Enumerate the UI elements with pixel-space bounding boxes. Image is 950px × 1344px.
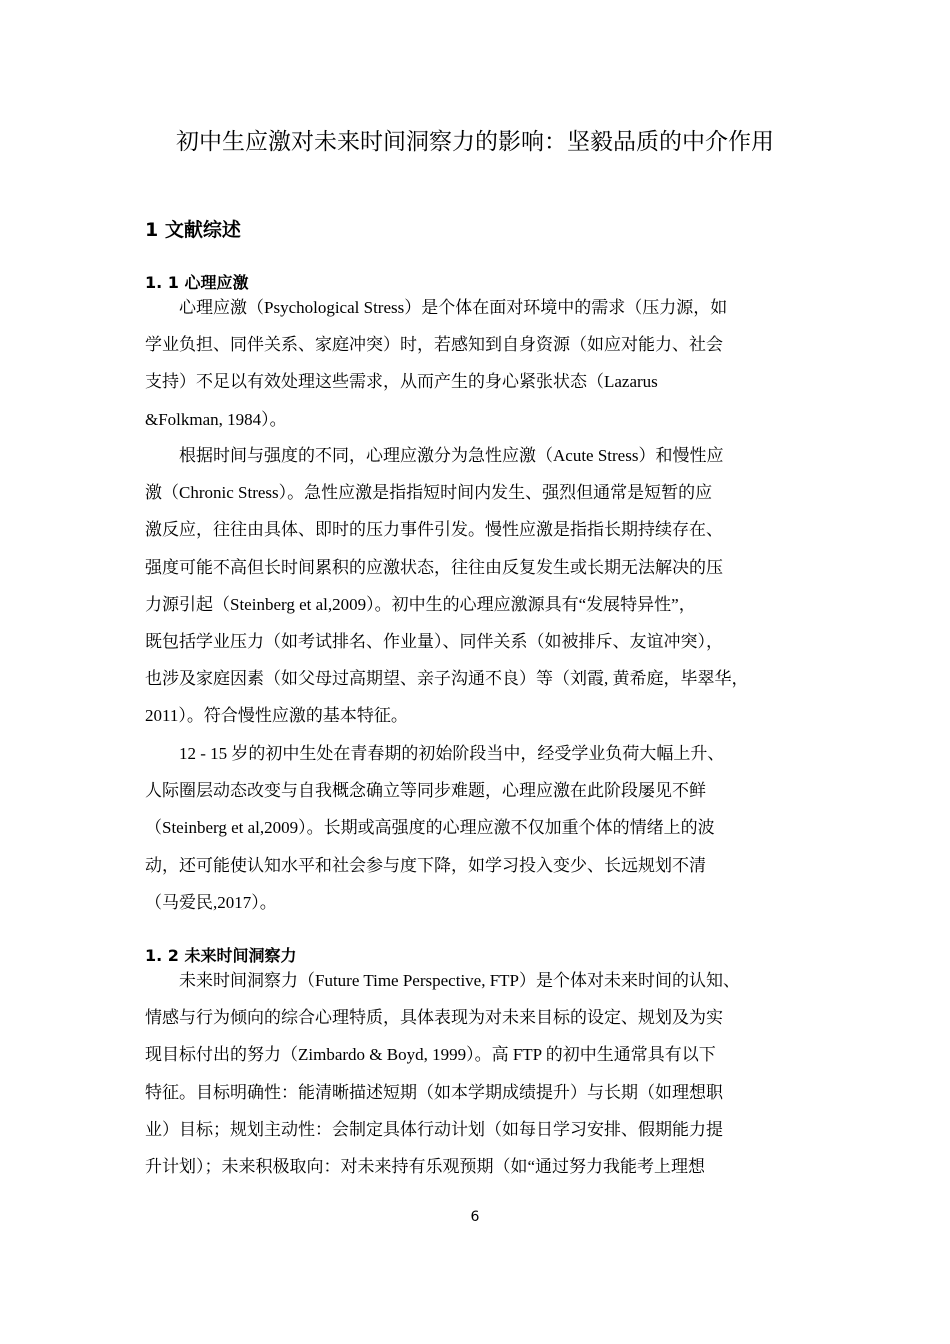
text-line: 力源引起（Steinberg et al,2009）。初中生的心理应激源具有“发展特异性”， — [145, 594, 696, 614]
page-number: 6 — [470, 1209, 480, 1225]
text-line: 也涉及家庭因素（如父母过高期望、亲子沟通不良）等（刘霞, 黄希庭，毕翠华， — [145, 669, 749, 689]
paragraph-stress-types — [145, 437, 825, 735]
text-line: 特征。目标明确性：能清晰描述短期（如本学期成绩提升）与长期（如理想职 — [145, 1082, 723, 1102]
text-line: 业）目标；规划主动性：会制定具体行动计划（如每日学习安排、假期能力提 — [145, 1119, 723, 1139]
text-line: 2011）。符合慢性应激的基本特征。 — [145, 706, 408, 726]
text-line: 未来时间洞察力（Future Time Perspective, FTP）是个体对未来时间的认知、 — [179, 971, 741, 990]
text-line: 激反应，往往由具体、即时的压力事件引发。慢性应激是指指长期持续存在、 — [145, 520, 723, 540]
page-title: 初中生应激对未来时间洞察力的影响：坚毅品质的中介作用 — [176, 129, 774, 155]
paragraph-stress-definition — [145, 289, 825, 438]
text-line: 心理应激（Psychological Stress）是个体在面对环境中的需求（压力源，如 — [179, 298, 728, 317]
text-line: （Steinberg et al,2009）。长期或高强度的心理应激不仅加重个体的情绪上的波 — [145, 818, 715, 838]
paragraph-adolescent-stress — [145, 735, 825, 921]
section-heading-literature-review: 1 文献综述 — [145, 219, 241, 241]
paragraph-ftp-definition — [145, 962, 825, 1185]
text-line: 动，还可能使认知水平和社会参与度下降，如学习投入变少、长远规划不清 — [145, 855, 706, 875]
text-line: 学业负担、同伴关系、家庭冲突）时，若感知到自身资源（如应对能力、社会 — [145, 335, 723, 355]
text-line: 既包括学业压力（如考试排名、作业量）、同伴关系（如被排斥、友谊冲突）， — [145, 631, 723, 651]
text-line: 情感与行为倾向的综合心理特质，具体表现为对未来目标的设定、规划及为实 — [145, 1008, 723, 1028]
text-line: 升计划）；未来积极取向：对未来持有乐观预期（如“通过努力我能考上理想 — [145, 1156, 706, 1176]
text-line: 激（Chronic Stress）。急性应激是指指短时间内发生、强烈但通常是短暂的应 — [145, 483, 713, 503]
subsection-heading-future-time-perspective: 1. 2 未来时间洞察力 — [145, 946, 297, 965]
text-line: &Folkman, 1984）。 — [145, 409, 287, 429]
text-line: 12 - 15 岁的初中生处在青春期的初始阶段当中，经受学业负荷大幅上升、 — [179, 744, 725, 763]
text-line: 根据时间与强度的不同，心理应激分为急性应激（Acute Stress）和慢性应 — [179, 446, 724, 465]
text-line: 人际圈层动态改变与自我概念确立等同步难题，心理应激在此阶段屡见不鲜 — [145, 781, 706, 801]
text-line: 支持）不足以有效处理这些需求，从而产生的身心紧张状态（Lazarus — [145, 372, 658, 392]
text-line: 强度可能不高但长时间累积的应激状态，往往由反复发生或长期无法解决的压 — [145, 557, 723, 577]
subsection-heading-psychological-stress: 1. 1 心理应激 — [145, 273, 249, 292]
text-line: 现目标付出的努力（Zimbardo & Boyd, 1999）。高 FTP 的初中生通常具有以下 — [145, 1045, 716, 1065]
text-line: （马爱民,2017）。 — [145, 892, 277, 912]
